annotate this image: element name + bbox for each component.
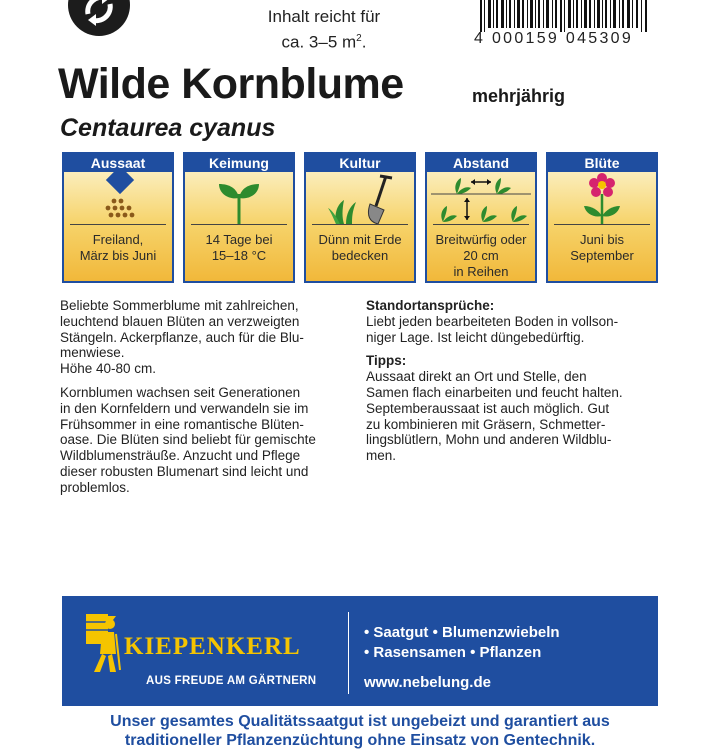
content-note-line2: ca. 3–5 $m^2$.: [281, 32, 367, 52]
soil-line: [312, 224, 408, 225]
info-box-bluete: [546, 152, 658, 283]
content-note: [258, 6, 390, 54]
flower-icon: [548, 172, 656, 224]
info-box-title: Keimung: [185, 154, 293, 172]
description-paragraph-1: Beliebte Sommerblume mit zahlreichen, leuchtend blauen Blüten an verzweigten Stängeln. Ackerpflanze, auch für die Blu- menwiese. Höhe 40-80 cm.: [60, 298, 304, 377]
plant-height: Höhe 40-80 cm.: [60, 361, 157, 377]
product-title: Wilde Kornblume: [58, 60, 404, 108]
location-heading: Standortansprüche:: [366, 298, 495, 313]
description-paragraph-2: Kornblumen wachsen seit Generationen in den Kornfeldern und verwandeln sie im Frühsommer in eine romantische Blüten- oase. Die Blüten sind beliebt für gemischte Wildblumensträuße. Anzucht und Pflege dieser robusten Blumenart sind leicht und problemlos.: [60, 384, 316, 495]
info-box-title: Kultur: [306, 154, 414, 172]
info-box-abstand: [425, 152, 537, 283]
info-box-title: Blüte: [548, 154, 656, 172]
content-note-line1: Inhalt reicht für: [267, 7, 381, 26]
info-box-text: Breitwürfig oder 20 cm in Reihen: [435, 232, 527, 279]
website-link[interactable]: www.nebelung.de: [364, 674, 491, 691]
info-box-text: 14 Tage bei 15–18 °C: [205, 232, 273, 263]
banner-divider: [348, 612, 349, 694]
info-box-kultur: [304, 152, 416, 283]
barcode-number: 4 000159 045309: [474, 30, 634, 47]
info-box-text: Freiland, März bis Juni: [79, 232, 157, 263]
soil-line: [554, 224, 650, 225]
info-box-text: Dünn mit Erde bedecken: [318, 232, 402, 263]
brand-slogan: AUS FREUDE AM GÄRTNERN: [146, 675, 317, 687]
info-box-title: Aussaat: [64, 154, 172, 172]
seed-packet-icon: [64, 172, 172, 224]
soil-line: [191, 224, 287, 225]
brand-name: KIEPENKERL: [124, 633, 301, 660]
spacing-icon: [427, 172, 535, 224]
feature-line-1: • Saatgut • Blumenzwiebeln: [364, 624, 560, 641]
tips-heading: Tipps:: [366, 353, 407, 369]
description-column: [60, 298, 353, 504]
spade-icon: [306, 172, 414, 224]
soil-line: [70, 224, 166, 225]
kiepenkerl-figure-icon: [80, 610, 122, 676]
seedling-icon: [185, 172, 293, 224]
barcode-icon: [480, 0, 648, 32]
feature-line-2: • Rasensamen • Pflanzen: [364, 644, 542, 661]
location-text: Liebt jeden bearbeiteten Boden in vollson- niger Lage. Ist leicht düngebedürftig.: [366, 313, 619, 345]
quality-statement: Unser gesamtes Qualitätssaatgut ist ungebeizt und garantiert aus traditioneller Pflanzenzüchtung ohne Einsatz von Gentechnik.: [110, 713, 610, 749]
product-note: mehrjährig: [472, 86, 566, 106]
info-box-keimung: [183, 152, 295, 283]
care-column: [366, 298, 659, 472]
soil-line: [433, 224, 529, 225]
recycling-logo-icon: [68, 0, 130, 36]
tips-text: Aussaat direkt an Ort und Stelle, den Samen flach einarbeiten und feucht halten. Septemberaussaat ist auch möglich. Gut zu kombinieren mit Gräsern, Schmetter- lingsblütlern, Mohn und anderen Wildblu- men.: [366, 369, 623, 464]
info-box-aussaat: [62, 152, 174, 283]
info-box-title: Abstand: [427, 154, 535, 172]
latin-name: Centaurea cyanus: [60, 114, 276, 142]
info-box-text: Juni bis September: [570, 232, 634, 263]
